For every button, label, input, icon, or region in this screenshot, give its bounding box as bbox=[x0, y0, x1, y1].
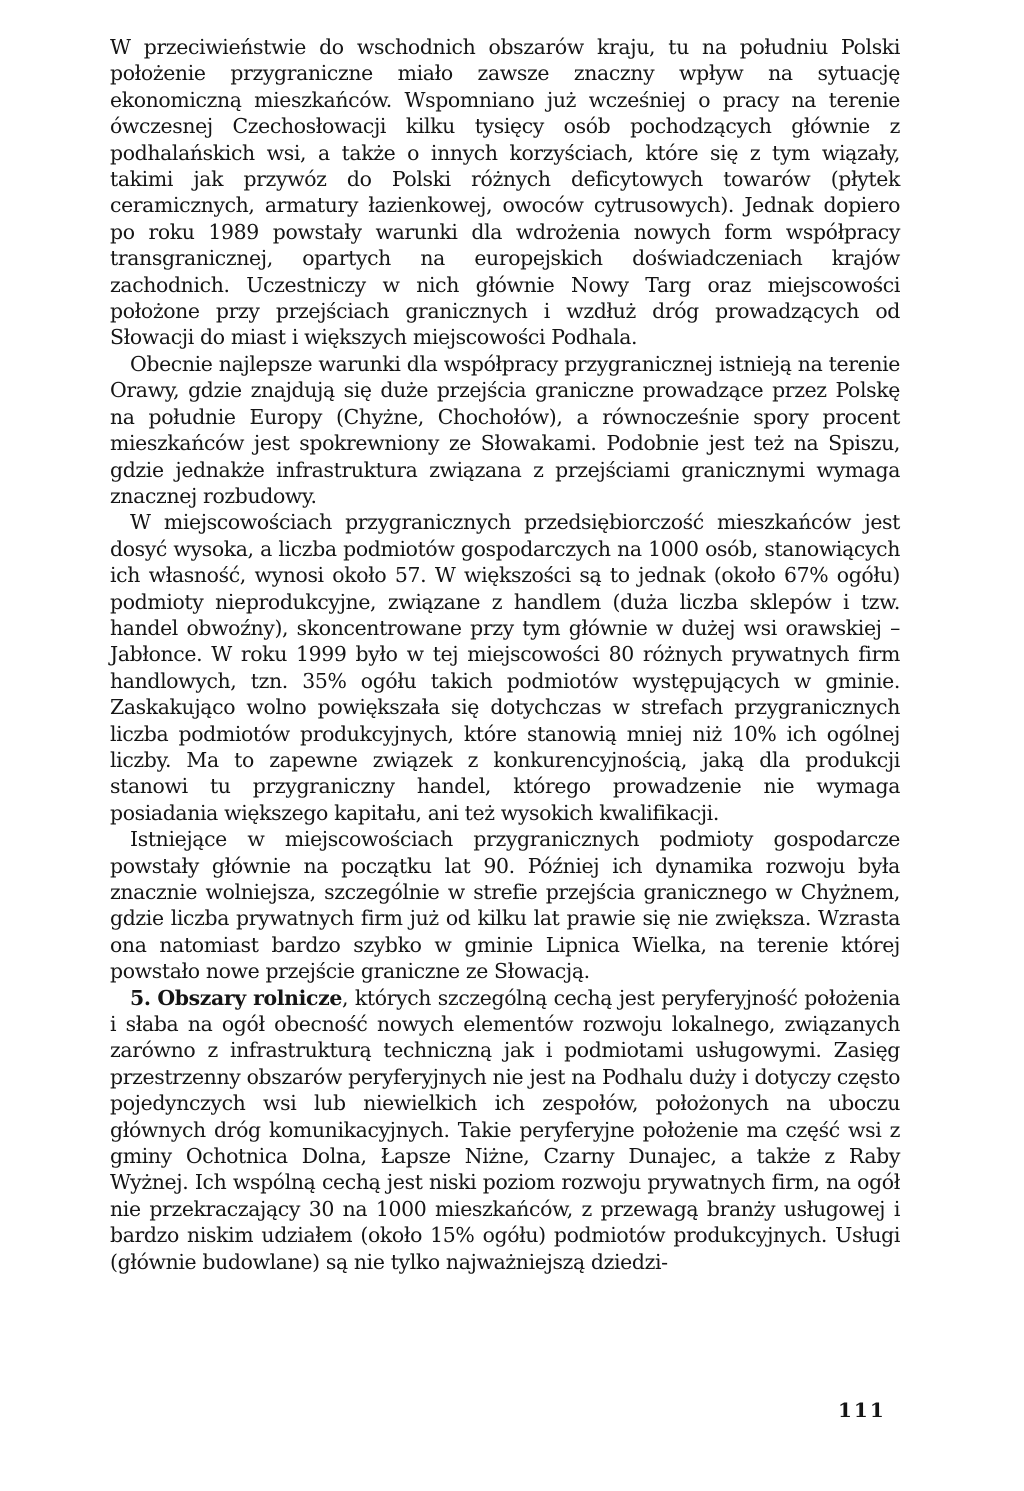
paragraph-4: Istniejące w miejscowościach przygranicznych podmioty gospodarcze powstały głównie na początku lat 90. Później ich dynamika rozwoju była znacznie wolniejsza, szczególnie w strefie przejścia granicznego w Chyżnem, gdzie liczba prywatnych firm już od kilku lat prawie się nie zwiększa. Wzrasta ona natomiast bardzo szybko w gminie Lipnica Wielka, na terenie której powstało nowe przejście graniczne ze Słowacją. bbox=[110, 827, 900, 984]
paragraph-2: Obecnie najlepsze warunki dla współpracy przygranicznej istnieją na terenie Orawy, gdzie znajdują się duże przejścia graniczne prowadzące przez Polskę na południe Europy (Chyżne, Chochołów), a równocześnie spory procent mieszkańców jest spokrewniony ze Słowakami. Podobnie jest też na Spiszu, gdzie jednakże infrastruktura związana z przejściami granicznymi wymaga znacznej rozbudowy. bbox=[110, 351, 900, 508]
section-title: Obszary rolnicze bbox=[157, 985, 342, 1010]
section-text: , których szczególną cechą jest peryferyjność położenia i słaba na ogół obecność nowych elementów rozwoju lokalnego, związanych zarówno z infrastrukturą techniczną jak i podmiotami usługowymi. Zasięg przestrzenny obszarów peryferyjnych nie jest na Podhalu duży i dotyczy często pojedynczych wsi lub niewielkich ich zespołów, położonych na uboczu głównych dróg komunikacyjnych. Takie peryferyjne położenie ma część wsi z gminy Ochotnica Dolna, Łapsze Niżne, Czarny Dunajec, a także z Raby Wyżnej. Ich wspólną cechą jest niski poziom rozwoju prywatnych firm, na ogół nie przekraczający 30 na 1000 mieszkańców, z przewagą branży usługowej i bardzo niskim udziałem (około 15% ogółu) podmiotów produkcyjnych. Usługi (głównie budowlane) są nie tylko najważniejszą dziedzi- bbox=[110, 985, 900, 1274]
section-5-paragraph bbox=[110, 985, 900, 1275]
page-number: 111 bbox=[838, 1398, 886, 1422]
page-content bbox=[110, 34, 900, 1275]
section-number: 5. bbox=[130, 985, 151, 1010]
paragraph-3: W miejscowościach przygranicznych przedsiębiorczość mieszkańców jest dosyć wysoka, a liczba podmiotów gospodarczych na 1000 osób, stanowiących ich własność, wynosi około 57. W większości są to jednak (około 67% ogółu) podmioty nieprodukcyjne, związane z handlem (duża liczba sklepów i tzw. handel obwoźny), skoncentrowane przy tym głównie w dużej wsi orawskiej – Jabłonce. W roku 1999 było w tej miejscowości 80 różnych prywatnych firm handlowych, tzn. 35% ogółu takich podmiotów występujących w gminie. Zaskakująco wolno powiększała się dotychczas w strefach przygranicznych liczba podmiotów produkcyjnych, które stanowią mniej niż 10% ich ogólnej liczby. Ma to zapewne związek z konkurencyjnością, jaką dla produkcji stanowi tu przygraniczny handel, którego prowadzenie nie wymaga posiadania większego kapitału, ani też wysokich kwalifikacji. bbox=[110, 510, 900, 825]
paragraph-1: W przeciwieństwie do wschodnich obszarów kraju, tu na południu Polski położenie przygraniczne miało zawsze znaczny wpływ na sytuację ekonomiczną mieszkańców. Wspomniano już wcześniej o pracy na terenie ówczesnej Czechosłowacji kilku tysięcy osób pochodzących głównie z podhalańskich wsi, a także o innych korzyściach, które się z tym wiązały, takimi jak przywóz do Polski różnych deficytowych towarów (płytek ceramicznych, armatury łazienkowej, owoców cytrusowych). Jednak dopiero po roku 1989 powstały warunki dla wdrożenia nowych form współpracy transgranicznej, opartych na europejskich doświadczeniach krajów zachodnich. Uczestniczy w nich głównie Nowy Targ oraz miejscowości położone przy przejściach granicznych i wzdłuż dróg prowadzących od Słowacji do miast i większych miejscowości Podhala. bbox=[110, 35, 900, 350]
